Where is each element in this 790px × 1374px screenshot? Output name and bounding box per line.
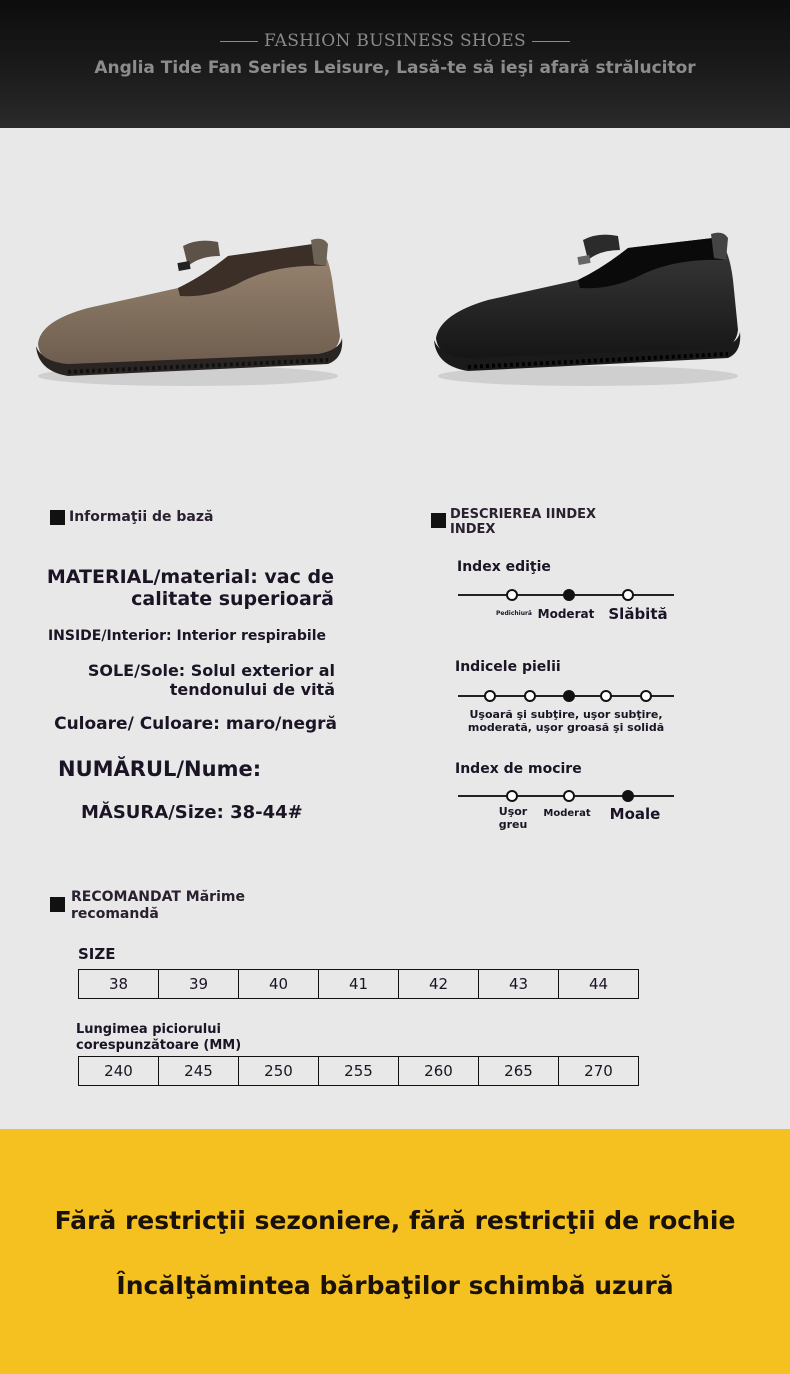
skin-dot-4 <box>600 690 612 702</box>
softness-tick-1-line-2: greu <box>498 818 528 831</box>
length-row <box>79 1057 639 1086</box>
material-line-1: MATERIAL/material: vac de <box>46 566 334 588</box>
size-cell: 38 <box>79 970 159 999</box>
length-label-line-1: Lungimea piciorului <box>76 1022 221 1037</box>
index-heading-line-2: INDEX <box>450 522 496 537</box>
size-cell: 42 <box>399 970 479 999</box>
skin-index-label: Indicele pielii <box>455 659 561 675</box>
number-info: NUMĂRUL/Nume: <box>58 757 262 781</box>
sole-line-2: tendonului de vită <box>169 680 335 699</box>
edition-tick-2: Moderat <box>537 607 595 621</box>
edition-tick-1: Pedichiură <box>496 610 532 617</box>
recommended-heading-line-1: RECOMANDAT Mărime <box>71 889 245 905</box>
skin-dot-1 <box>484 690 496 702</box>
recommended-heading-text <box>71 889 245 923</box>
softness-tick-3: Moale <box>609 805 661 823</box>
edition-dot-3 <box>622 589 634 601</box>
sole-info <box>40 661 335 699</box>
skin-caption <box>458 708 674 734</box>
skin-dot-3-selected <box>563 690 575 702</box>
header-title-row <box>0 31 790 51</box>
softness-tick-1 <box>490 805 536 831</box>
size-cell: 43 <box>479 970 559 999</box>
length-label-line-2: corespunzătoare (MM) <box>76 1038 242 1053</box>
recommended-size-heading <box>50 889 245 923</box>
softness-tick-2: Moderat <box>543 808 591 819</box>
length-cell: 270 <box>559 1057 639 1086</box>
length-cell: 265 <box>479 1057 559 1086</box>
edition-tick-3: Slăbită <box>608 605 668 623</box>
size-cell: 40 <box>239 970 319 999</box>
edition-dot-2-selected <box>563 589 575 601</box>
size-row <box>79 970 639 999</box>
length-cell: 260 <box>399 1057 479 1086</box>
softness-dot-1 <box>506 790 518 802</box>
edition-dot-1 <box>506 589 518 601</box>
softness-dot-3-selected <box>622 790 634 802</box>
header-title: FASHION BUSINESS SHOES <box>264 31 526 51</box>
size-table-label: SIZE <box>78 945 116 963</box>
length-cell: 255 <box>319 1057 399 1086</box>
bullet-square-icon <box>50 510 65 525</box>
edition-index-label: Index ediţie <box>457 559 551 575</box>
size-cell: 44 <box>559 970 639 999</box>
title-rule-left <box>220 41 258 42</box>
softness-dot-2 <box>563 790 575 802</box>
length-cell: 245 <box>159 1057 239 1086</box>
skin-dot-2 <box>524 690 536 702</box>
index-heading-text <box>450 507 596 537</box>
inside-info: INSIDE/Interior: Interior respirabile <box>47 628 326 644</box>
length-table <box>78 1056 639 1086</box>
basic-info-heading-text: Informaţii de bază <box>69 509 214 525</box>
promo-banner <box>0 1129 790 1374</box>
size-cell: 41 <box>319 970 399 999</box>
title-rule-right <box>532 41 570 42</box>
header-subtitle: Anglia Tide Fan Series Leisure, Lasă-te să ieşi afară strălucitor <box>94 58 696 78</box>
length-cell: 240 <box>79 1057 159 1086</box>
banner-line-1: Fără restricţii sezoniere, fără restricţii de rochie <box>54 1206 736 1235</box>
brown-loafer-image <box>28 226 348 396</box>
size-table <box>78 969 639 999</box>
color-info: Culoare/ Culoare: maro/negră <box>54 714 337 734</box>
skin-dot-5 <box>640 690 652 702</box>
skin-caption-line-2: moderată, uşor groasă şi solidă <box>467 721 665 734</box>
page-header <box>0 0 790 128</box>
banner-line-2: Încălţămintea bărbaţilor schimbă uzură <box>116 1271 674 1300</box>
softness-index-label: Index de mocire <box>455 761 582 777</box>
bullet-square-icon <box>50 897 65 912</box>
softness-tick-1-line-1: Uşor <box>498 805 528 818</box>
black-loafer-image <box>428 226 748 396</box>
index-heading-line-1: DESCRIEREA IINDEX <box>450 507 597 522</box>
material-info <box>40 566 334 610</box>
size-info: MĂSURA/Size: 38-44# <box>81 802 303 823</box>
length-table-label <box>76 1022 241 1054</box>
material-line-2: calitate superioară <box>131 588 334 610</box>
basic-info-heading <box>50 510 213 525</box>
skin-caption-line-1: Uşoară şi subţire, uşor subţire, <box>469 708 663 721</box>
length-cell: 250 <box>239 1057 319 1086</box>
sole-line-1: SOLE/Sole: Solul exterior al <box>87 661 335 680</box>
size-cell: 39 <box>159 970 239 999</box>
bullet-square-icon <box>431 513 446 528</box>
index-description-heading <box>431 507 596 537</box>
recommended-heading-line-2: recomandă <box>71 906 159 922</box>
